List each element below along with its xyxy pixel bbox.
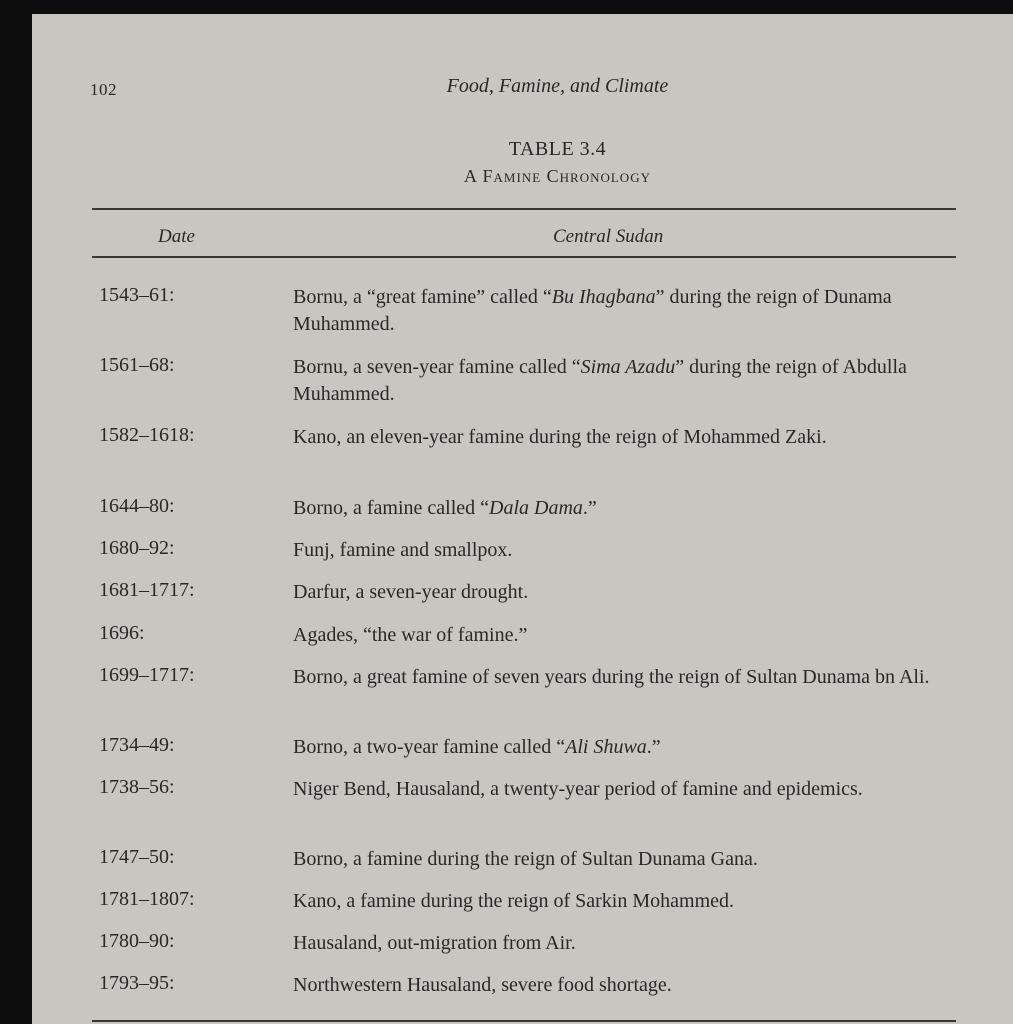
row-date: 1780–90: bbox=[99, 930, 175, 952]
row-date: 1781–1807: bbox=[99, 888, 195, 910]
row-description: Borno, a two-year famine called “Ali Shuwa.” bbox=[293, 736, 661, 758]
row-description: Bornu, a seven-year famine called “Sima Azadu” during the reign of Abdulla Muhammed. bbox=[293, 356, 907, 405]
row-description: Kano, an eleven-year famine during the reign of Mohammed Zaki. bbox=[293, 426, 827, 448]
row-date: 1696: bbox=[99, 622, 145, 644]
row-date: 1793–95: bbox=[99, 972, 175, 994]
row-date: 1561–68: bbox=[99, 354, 175, 376]
row-description: Borno, a famine during the reign of Sultan Dunama Gana. bbox=[293, 848, 758, 870]
page-number: 102 bbox=[90, 80, 117, 99]
row-date: 1543–61: bbox=[99, 284, 175, 306]
table-bottom-rule bbox=[92, 1020, 956, 1022]
row-description: Darfur, a seven-year drought. bbox=[293, 581, 529, 603]
row-date: 1681–1717: bbox=[99, 579, 195, 601]
row-description: Hausaland, out-migration from Air. bbox=[293, 932, 576, 954]
row-description: Northwestern Hausaland, severe food shortage. bbox=[293, 974, 672, 996]
row-description: Funj, famine and smallpox. bbox=[293, 539, 513, 561]
row-description: Niger Bend, Hausaland, a twenty-year period of famine and epidemics. bbox=[293, 778, 863, 800]
book-page bbox=[32, 14, 1013, 1024]
row-description: Bornu, a “great famine” called “Bu Ihagbana” during the reign of Dunama Muhammed. bbox=[293, 286, 892, 335]
row-date: 1738–56: bbox=[99, 776, 175, 798]
row-date: 1699–1717: bbox=[99, 664, 195, 686]
row-description: Borno, a famine called “Dala Dama.” bbox=[293, 497, 597, 519]
table-title: A Famine Chronology bbox=[464, 166, 651, 186]
column-header-central-sudan: Central Sudan bbox=[553, 226, 664, 247]
column-header-date: Date bbox=[158, 226, 195, 247]
row-date: 1734–49: bbox=[99, 734, 175, 756]
running-head: Food, Famine, and Climate bbox=[446, 75, 669, 97]
row-description: Kano, a famine during the reign of Sarkin Mohammed. bbox=[293, 890, 734, 912]
table-number: TABLE 3.4 bbox=[508, 138, 607, 160]
row-description: Agades, “the war of famine.” bbox=[293, 624, 528, 646]
row-date: 1747–50: bbox=[99, 846, 175, 868]
table-header-rule bbox=[92, 256, 956, 258]
table-top-rule bbox=[92, 208, 956, 210]
row-date: 1644–80: bbox=[99, 495, 175, 517]
row-date: 1680–92: bbox=[99, 537, 175, 559]
row-description: Borno, a great famine of seven years during the reign of Sultan Dunama bn Ali. bbox=[293, 666, 930, 688]
row-date: 1582–1618: bbox=[99, 424, 195, 446]
